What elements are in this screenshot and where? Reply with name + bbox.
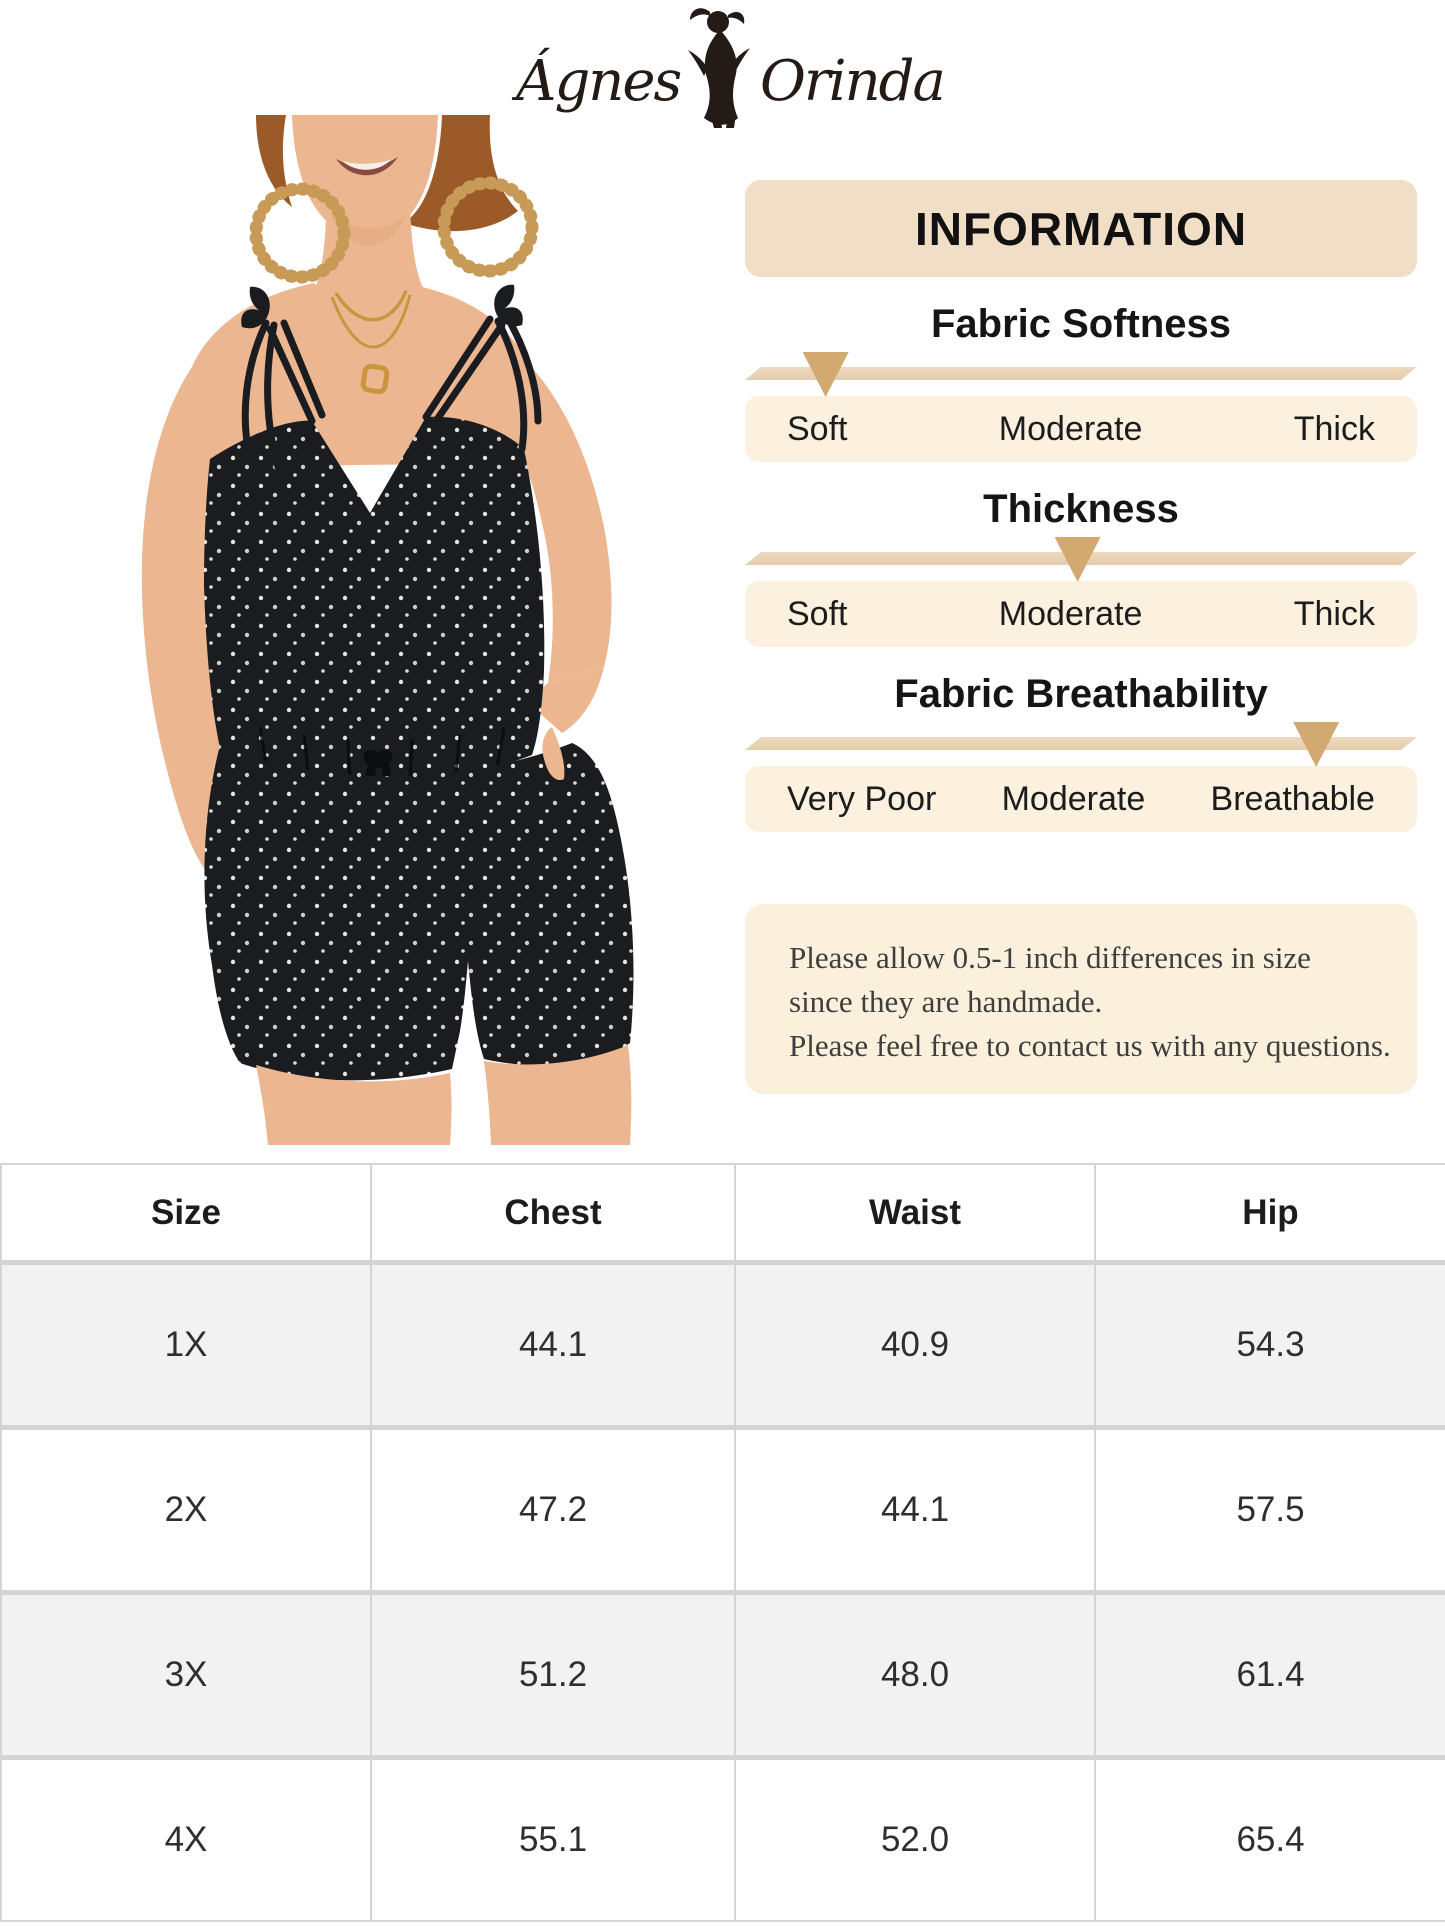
scale-label: Thick <box>1293 594 1375 633</box>
brand-logo-graphic <box>508 4 948 128</box>
table-cell: 52.0 <box>736 1760 1094 1920</box>
product-photo <box>60 115 640 1145</box>
scale-bar-ribbon <box>745 367 1417 380</box>
scale-label: Thick <box>1293 409 1375 448</box>
scale-bar-thickness <box>745 552 1417 565</box>
table-cell: 54.3 <box>1096 1265 1445 1425</box>
scale-label: Moderate <box>998 409 1143 448</box>
table-cell: 40.9 <box>736 1265 1094 1425</box>
size-table-header-chest: Chest <box>372 1165 734 1260</box>
size-table <box>0 1163 1445 1922</box>
handmade-note-box <box>745 904 1417 1094</box>
scale-bar-fabric-breathability <box>745 737 1417 750</box>
table-cell: 51.2 <box>372 1595 734 1755</box>
woman-silhouette-icon <box>688 8 750 128</box>
model-illustration <box>60 115 640 1145</box>
size-table-header-hip: Hip <box>1096 1165 1445 1260</box>
table-cell: 1X <box>2 1265 370 1425</box>
scale-labels-fabric-softness <box>745 396 1417 462</box>
table-cell: 48.0 <box>736 1595 1094 1755</box>
table-cell: 2X <box>2 1430 370 1590</box>
scale-labels-fabric-breathability <box>745 766 1417 832</box>
note-line: since they are handmade. <box>789 984 1103 1019</box>
scale-label: Moderate <box>998 594 1143 633</box>
scale-label: Soft <box>787 409 848 448</box>
table-cell: 44.1 <box>372 1265 734 1425</box>
table-cell: 4X <box>2 1760 370 1920</box>
size-table-header-waist: Waist <box>736 1165 1094 1260</box>
table-cell: 55.1 <box>372 1760 734 1920</box>
table-cell: 47.2 <box>372 1430 734 1590</box>
scale-label: Very Poor <box>787 779 937 818</box>
note-line: Please allow 0.5-1 inch differences in size <box>789 940 1311 975</box>
scale-heading-fabric-softness: Fabric Softness <box>930 302 1232 346</box>
table-cell: 3X <box>2 1595 370 1755</box>
scale-label: Soft <box>787 594 848 633</box>
size-table-header-size: Size <box>2 1165 370 1260</box>
note-line: Please feel free to contact us with any questions. <box>789 1028 1391 1063</box>
table-cell: 57.5 <box>1096 1430 1445 1590</box>
table-cell: 61.4 <box>1096 1595 1445 1755</box>
scale-bar-fabric-softness <box>745 367 1417 380</box>
scale-heading-thickness: Thickness <box>983 487 1179 531</box>
scale-label: Moderate <box>1001 779 1146 818</box>
information-panel <box>745 180 1417 1094</box>
brand-name-second: Orinda <box>760 49 944 114</box>
brand-logo <box>508 4 948 128</box>
scale-labels-thickness <box>745 581 1417 647</box>
table-cell: 65.4 <box>1096 1760 1445 1920</box>
table-cell: 44.1 <box>736 1430 1094 1590</box>
brand-name-first: Ágnes <box>516 49 681 114</box>
scale-heading-fabric-breathability: Fabric Breathability <box>894 672 1268 716</box>
information-title: INFORMATION <box>745 180 1417 277</box>
scale-label: Breathable <box>1210 779 1375 818</box>
